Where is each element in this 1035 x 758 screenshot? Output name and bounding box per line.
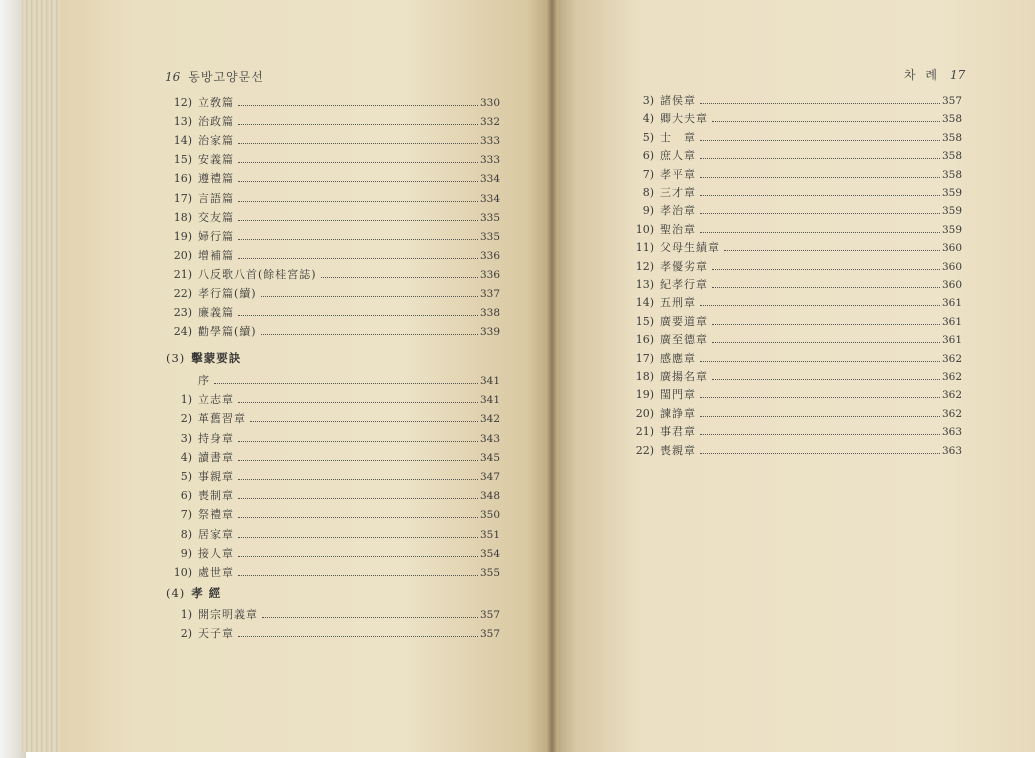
toc-entry-number: 20) <box>635 406 654 420</box>
dot-leader <box>250 420 478 422</box>
toc-entry-page: 339 <box>479 326 500 339</box>
toc-entry-title: 居家章 <box>198 527 234 541</box>
dot-leader <box>700 102 940 104</box>
toc-entry <box>630 110 962 128</box>
toc-entry-number: 2) <box>180 627 192 640</box>
toc-entry-number: 1) <box>180 393 192 407</box>
toc-entry-title: 勸學篇(續) <box>198 325 257 339</box>
toc-entry-page: 362 <box>941 407 962 420</box>
toc-entry-number: 3) <box>180 431 192 445</box>
section-heading-3 <box>166 350 241 366</box>
toc-entry-number: 12) <box>635 259 654 273</box>
dot-leader <box>700 304 940 306</box>
left-running-title: 동방고양문선 <box>188 70 264 84</box>
toc-entry-page: 338 <box>479 307 500 320</box>
toc-entry-number: 9) <box>180 546 192 560</box>
left-page-number: 16 <box>165 70 181 84</box>
toc-entry-title: 廉義篇 <box>198 306 234 320</box>
toc-entry-page: 350 <box>479 509 500 522</box>
toc-entry <box>630 239 962 257</box>
toc-entry-number: 13) <box>173 115 192 129</box>
dot-leader <box>238 516 478 518</box>
toc-entry-title: 聖治章 <box>660 222 696 236</box>
dot-leader <box>712 120 940 122</box>
toc-entry-title: 交友篇 <box>198 210 234 224</box>
toc-entry-title: 三才章 <box>660 186 696 199</box>
toc-entry-number: 22) <box>635 443 654 457</box>
toc-entry-page: 362 <box>941 371 962 383</box>
toc-entry-title: 庶人章 <box>660 149 696 163</box>
toc-entry-page: 360 <box>941 279 962 291</box>
section-heading-4 <box>166 585 221 601</box>
right-page-number: 17 <box>950 68 966 82</box>
toc-entry-number: 22) <box>173 287 192 300</box>
toc-entry-title: 處世章 <box>198 566 234 579</box>
toc-entry-title: 安義篇 <box>198 153 234 167</box>
dot-leader <box>238 635 478 637</box>
toc-entry-title: 廣要道章 <box>660 314 708 328</box>
toc-entry-page: 360 <box>941 242 962 255</box>
right-running-head <box>904 66 965 83</box>
toc-entry <box>630 294 962 312</box>
toc-entry-page: 362 <box>941 352 962 365</box>
toc-entry-number: 5) <box>642 130 654 144</box>
toc-entry-number: 20) <box>173 248 192 262</box>
toc-entry-number: 16) <box>635 333 654 347</box>
toc-entry-title: 婦行篇 <box>198 229 234 243</box>
toc-entry-page: 334 <box>479 173 500 186</box>
toc-entry <box>630 202 962 220</box>
toc-entry-page: 357 <box>941 95 962 107</box>
toc-entry <box>630 166 962 184</box>
toc-entry-title: 感應章 <box>660 351 696 365</box>
toc-entry-page: 361 <box>941 334 962 347</box>
toc-entry-number: 1) <box>180 608 192 621</box>
toc-entry-number: 21) <box>635 425 654 439</box>
toc-entry-page: 351 <box>479 528 500 541</box>
dot-leader <box>700 139 940 141</box>
toc-entry <box>168 545 500 563</box>
toc-entry-number: 15) <box>635 314 654 328</box>
dot-leader <box>712 286 940 288</box>
toc-entry-number: 13) <box>635 278 654 291</box>
toc-entry <box>168 391 500 409</box>
toc-entry-number: 17) <box>173 191 192 205</box>
toc-entry-page: 358 <box>941 150 962 163</box>
toc-entry <box>168 625 500 643</box>
dot-leader <box>238 555 478 557</box>
toc-entry-page: 363 <box>941 444 962 457</box>
toc-entry-title: 天子章 <box>198 627 234 640</box>
toc-entry <box>630 147 962 165</box>
toc-entry <box>168 410 500 428</box>
dot-leader <box>700 452 940 454</box>
toc-entry-page: 357 <box>479 628 500 640</box>
toc-entry <box>168 449 500 467</box>
toc-entry-title: 廣揚名章 <box>660 370 708 383</box>
toc-entry-page: 358 <box>941 131 962 144</box>
left-running-head <box>165 68 264 85</box>
section-title: 擊蒙要訣 <box>191 351 242 365</box>
toc-entry-title: 立志章 <box>198 393 234 407</box>
toc-entry-page: 334 <box>479 192 500 205</box>
toc-entry-title: 士 章 <box>660 130 696 144</box>
toc-entry <box>168 323 500 341</box>
toc-entry-number: 5) <box>180 470 192 483</box>
toc-entry-page: 363 <box>941 426 962 439</box>
toc-entry-page: 343 <box>479 432 500 445</box>
dot-leader <box>238 459 478 461</box>
toc-entry <box>168 564 500 582</box>
toc-entry-page: 357 <box>479 609 500 621</box>
toc-entry-number: 19) <box>173 229 192 243</box>
toc-entry-title: 治政篇 <box>198 115 234 129</box>
dot-leader <box>238 401 478 403</box>
toc-entry-number: 16) <box>173 172 192 186</box>
toc-entry-number: 17) <box>635 351 654 365</box>
toc-entry-title: 接人章 <box>198 546 234 560</box>
toc-entry-number: 4) <box>180 450 192 464</box>
toc-entry-page: 362 <box>941 389 962 402</box>
dot-leader <box>712 323 940 325</box>
toc-entry <box>630 221 962 239</box>
toc-entry-title: 治家篇 <box>198 134 234 148</box>
toc-entry-title: 父母生績章 <box>660 241 720 255</box>
dot-leader <box>321 276 478 278</box>
toc-entry-page: 358 <box>941 168 962 181</box>
toc-entry-title: 孝行篇(續) <box>198 287 257 300</box>
section-number: (4) <box>166 586 186 600</box>
toc-entry <box>168 113 500 131</box>
dot-leader <box>712 268 940 270</box>
toc-entry-page: 359 <box>941 187 962 199</box>
toc-entry <box>168 266 500 284</box>
dot-leader <box>700 360 940 362</box>
toc-entry-number: 3) <box>642 94 654 107</box>
toc-entry-number: 8) <box>642 186 654 199</box>
toc-entry-title: 廣至德章 <box>660 333 708 347</box>
toc-entry <box>630 350 962 368</box>
toc-entry <box>168 304 500 322</box>
dot-leader <box>700 415 940 417</box>
dot-leader <box>700 231 940 233</box>
toc-entry-number: 2) <box>180 412 192 426</box>
toc-entry-title: 持身章 <box>198 431 234 445</box>
toc-entry-page: 348 <box>479 490 500 503</box>
toc-entry-title: 序 <box>198 374 210 387</box>
toc-entry-page: 360 <box>941 260 962 273</box>
toc-entry-page: 336 <box>479 249 500 262</box>
toc-entry-page: 336 <box>479 268 500 281</box>
toc-entry-page: 358 <box>941 113 962 126</box>
section-title: 孝 經 <box>191 586 222 600</box>
toc-entry-page: 333 <box>479 154 500 167</box>
toc-entry-number: 10) <box>635 222 654 236</box>
toc-entry-title: 紀孝行章 <box>660 278 708 291</box>
toc-entry-number: 8) <box>180 527 192 541</box>
dot-leader <box>238 180 478 182</box>
toc-entry <box>630 331 962 349</box>
toc-entry-page: 354 <box>479 547 500 560</box>
dot-leader <box>700 194 940 196</box>
toc-entry-title: 立敎篇 <box>198 96 234 109</box>
dot-leader <box>238 200 478 202</box>
dot-leader <box>700 433 940 435</box>
toc-entry <box>630 184 962 202</box>
toc-entry <box>630 442 962 460</box>
toc-entry-number: 14) <box>173 134 192 148</box>
toc-entry-page: 342 <box>479 413 500 426</box>
toc-entry-page: 332 <box>479 116 500 129</box>
toc-entry-number: 18) <box>173 210 192 224</box>
toc-entry <box>168 468 500 486</box>
dot-leader <box>214 382 478 384</box>
dot-leader <box>238 104 478 106</box>
toc-entry <box>168 170 500 188</box>
toc-entry-number: 21) <box>173 267 192 281</box>
dot-leader <box>238 123 478 125</box>
toc-entry-number: 6) <box>642 149 654 163</box>
toc-entry <box>168 209 500 227</box>
right-running-title: 차 례 <box>904 68 940 82</box>
toc-entry-title: 遵禮篇 <box>198 172 234 186</box>
dot-leader <box>238 497 478 499</box>
toc-entry-title: 孝治章 <box>660 204 696 218</box>
toc-entry-title: 開宗明義章 <box>198 608 258 621</box>
toc-entry-title: 諫諍章 <box>660 406 696 420</box>
toc-entry-title: 事親章 <box>198 470 234 483</box>
toc-entry-number: 7) <box>642 167 654 181</box>
toc-entry-number: 19) <box>635 388 654 402</box>
toc-entry <box>168 372 500 390</box>
toc-entry <box>168 506 500 524</box>
toc-entry <box>630 386 962 404</box>
toc-entry-title: 喪親章 <box>660 443 696 457</box>
toc-entry-title: 增補篇 <box>198 248 234 262</box>
dot-leader <box>238 257 478 259</box>
toc-entry <box>168 132 500 150</box>
toc-entry <box>630 423 962 441</box>
dot-leader <box>238 219 478 221</box>
toc-entry <box>168 430 500 448</box>
toc-entry-number: 15) <box>173 153 192 167</box>
toc-entry-page: 341 <box>479 394 500 407</box>
toc-entry-number: 6) <box>180 489 192 503</box>
toc-entry-page: 337 <box>479 288 500 300</box>
toc-entry <box>168 94 500 112</box>
toc-entry-number: 11) <box>635 241 654 255</box>
toc-entry <box>168 151 500 169</box>
toc-entry <box>630 368 962 386</box>
toc-entry-page: 355 <box>479 567 500 579</box>
toc-entry <box>630 129 962 147</box>
toc-entry <box>630 405 962 423</box>
toc-entry-title: 卿大夫章 <box>660 112 708 126</box>
toc-entry <box>168 285 500 303</box>
toc-entry-title: 讀書章 <box>198 450 234 464</box>
dot-leader <box>700 396 940 398</box>
toc-entry <box>168 228 500 246</box>
toc-entry-page: 359 <box>941 205 962 218</box>
dot-leader <box>238 536 478 538</box>
toc-entry <box>630 276 962 294</box>
toc-entry-number: 12) <box>173 96 192 109</box>
toc-entry-title: 孝優劣章 <box>660 259 708 273</box>
toc-entry <box>168 247 500 265</box>
toc-entry-title: 孝平章 <box>660 167 696 181</box>
dot-leader <box>261 295 478 297</box>
toc-entry-page: 335 <box>479 230 500 243</box>
toc-entry-page: 361 <box>941 297 962 310</box>
toc-entry <box>168 190 500 208</box>
toc-entry-page: 361 <box>941 315 962 328</box>
toc-entry-title: 八反歌八首(餘桂宮誌) <box>198 267 317 281</box>
toc-entry-title: 言語篇 <box>198 191 234 205</box>
toc-entry-number: 7) <box>180 508 192 522</box>
toc-entry <box>630 258 962 276</box>
toc-entry-number: 4) <box>642 112 654 126</box>
section-number: (3) <box>166 351 186 365</box>
dot-leader <box>712 378 940 380</box>
dot-leader <box>238 574 478 576</box>
toc-entry <box>630 92 962 110</box>
dot-leader <box>262 616 478 618</box>
toc-entry-number: 23) <box>173 306 192 320</box>
toc-entry-title: 諸侯章 <box>660 94 696 107</box>
toc-entry <box>168 487 500 505</box>
dot-leader <box>700 157 940 159</box>
book-gutter <box>546 0 558 752</box>
toc-entry <box>168 526 500 544</box>
toc-entry-page: 347 <box>479 471 500 483</box>
toc-entry-number: 10) <box>173 566 192 579</box>
toc-entry <box>630 313 962 331</box>
toc-entry-title: 五刑章 <box>660 296 696 310</box>
toc-entry-page: 341 <box>479 375 500 387</box>
toc-entry-page: 333 <box>479 135 500 148</box>
toc-entry-title: 事君章 <box>660 425 696 439</box>
dot-leader <box>238 238 478 240</box>
toc-entry <box>168 606 500 624</box>
dot-leader <box>700 176 940 178</box>
toc-entry-title: 革舊習章 <box>198 412 246 426</box>
toc-entry-number: 9) <box>642 204 654 218</box>
toc-entry-number: 14) <box>635 296 654 310</box>
toc-entry-number: 18) <box>635 370 654 383</box>
dot-leader <box>238 161 478 163</box>
toc-entry-page: 359 <box>941 223 962 236</box>
dot-leader <box>261 333 478 335</box>
dot-leader <box>238 440 478 442</box>
toc-entry-title: 喪制章 <box>198 489 234 503</box>
toc-entry-page: 345 <box>479 451 500 464</box>
toc-entry-page: 335 <box>479 211 500 224</box>
dot-leader <box>238 142 478 144</box>
dot-leader <box>238 478 478 480</box>
toc-entry-title: 閨門章 <box>660 388 696 402</box>
toc-entry-title: 祭禮章 <box>198 508 234 522</box>
dot-leader <box>712 341 940 343</box>
dot-leader <box>238 314 478 316</box>
dot-leader <box>724 249 940 251</box>
dot-leader <box>700 212 940 214</box>
toc-entry-page: 330 <box>479 97 500 109</box>
toc-entry-number: 24) <box>173 325 192 339</box>
